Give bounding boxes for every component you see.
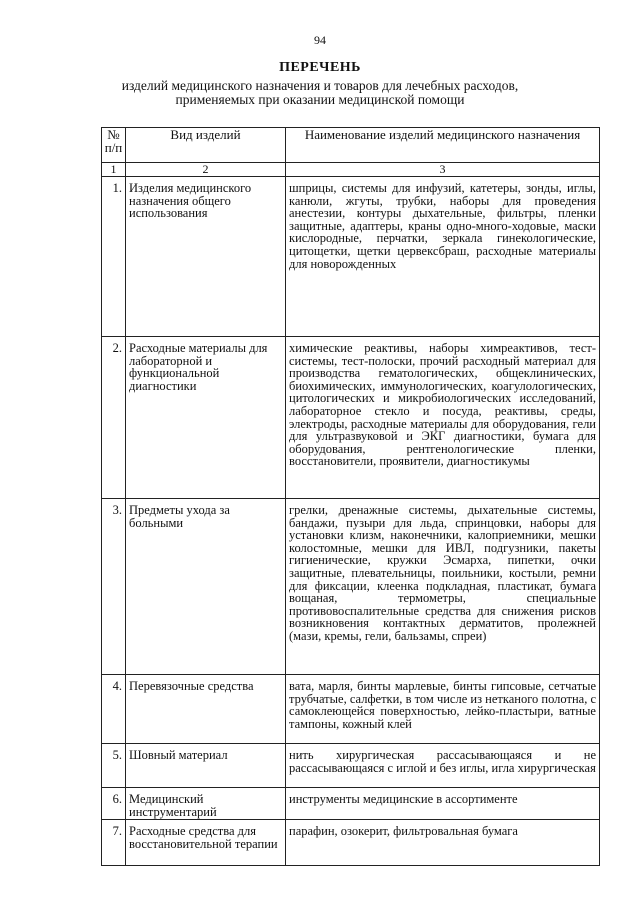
row-kind: Шовный материал [126,744,286,788]
row-description: парафин, озокерит, фильтровальная бумага [286,820,600,866]
page-number: 94 [314,33,326,47]
column-number: 2 [126,163,286,177]
row-index: 6. [102,788,126,820]
document-subtitle: изделий медицинского назначения и товаров для лечебных расходов, применяемых при оказании медицинской помощи [121,78,519,107]
table-row [102,788,600,820]
table-header-row [102,128,600,163]
row-index: 3. [102,499,126,675]
row-kind: Расходные материалы для лабораторной и функциональной диагностики [126,337,286,499]
row-index: 2. [102,337,126,499]
table-row [102,744,600,788]
row-description: химические реактивы, наборы химреактивов, тест-системы, тест-полоски, прочий расходный материал для производства гематологических, общеклинических, биохимических, иммунологических, коагулологических, цитологических и микробиологических исследований, лабораторное стекло и посуда, реактивы, среды, электроды, расходные материалы для оборудования, гели для ультразвуковой и ЭКГ диагностики, бумага для оборудования, рентгенологические пленки, восстановители, проявители, диагностикумы [286,337,600,499]
items-table [101,127,600,866]
row-index: 1. [102,177,126,337]
row-kind: Предметы ухода за больными [126,499,286,675]
row-index: 7. [102,820,126,866]
row-index: 4. [102,675,126,744]
column-number: 1 [102,163,126,177]
table-row [102,820,600,866]
row-description: инструменты медицинские в ассортименте [286,788,600,820]
row-description: нить хирургическая рассасывающаяся и не рассасывающаяся с иглой и без иглы, игла хирургическая [286,744,600,788]
row-description: вата, марля, бинты марлевые, бинты гипсовые, сетчатые трубчатые, салфетки, в том числе из нетканого полотна, с самоклеющейся поверхностью, лейко-пластыри, ватные тампоны, кожный клей [286,675,600,744]
table-row [102,675,600,744]
column-number: 3 [286,163,600,177]
header-kind: Вид изделий [126,128,286,163]
row-description: грелки, дренажные системы, дыхательные системы, бандажи, пузыри для льда, спринцовки, наборы для установки клизм, наконечники, калоприемники, мешки колостомные, мешки для ИВЛ, подгузники, пакеты гигиенические, кружки Эсмарха, пипетки, очки защитные, плевательницы, поильники, костыли, ремни для фиксации, клеенка подкладная, пластикат, бумага вощаная, термометры, специальные противовоспалительные средства для снижения рисков возникновения контактных дерматитов, пролежней (мази, кремы, гели, бальзамы, спреи) [286,499,600,675]
row-index: 5. [102,744,126,788]
document-title: ПЕРЕЧЕНЬ [279,60,361,75]
row-kind: Медицинский инструментарий [126,788,286,820]
table-row [102,499,600,675]
row-kind: Перевязочные средства [126,675,286,744]
column-number-row [102,163,600,177]
row-kind: Изделия медицинского назначения общего использования [126,177,286,337]
table-row [102,177,600,337]
header-description: Наименование изделий медицинского назначения [286,128,600,163]
header-index: № п/п [102,128,126,163]
row-description: шприцы, системы для инфузий, катетеры, зонды, иглы, канюли, жгуты, трубки, наборы для проведения анестезии, контуры дыхательные, фильтры, пленки защитные, адаптеры, краны одно-много-ходовые, маски кислородные, перчатки, зеркала гинекологические, цитощетки, щетки цервексбраш, расходные материалы для новорожденных [286,177,600,337]
row-kind: Расходные средства для восстановительной терапии [126,820,286,866]
table-row [102,337,600,499]
